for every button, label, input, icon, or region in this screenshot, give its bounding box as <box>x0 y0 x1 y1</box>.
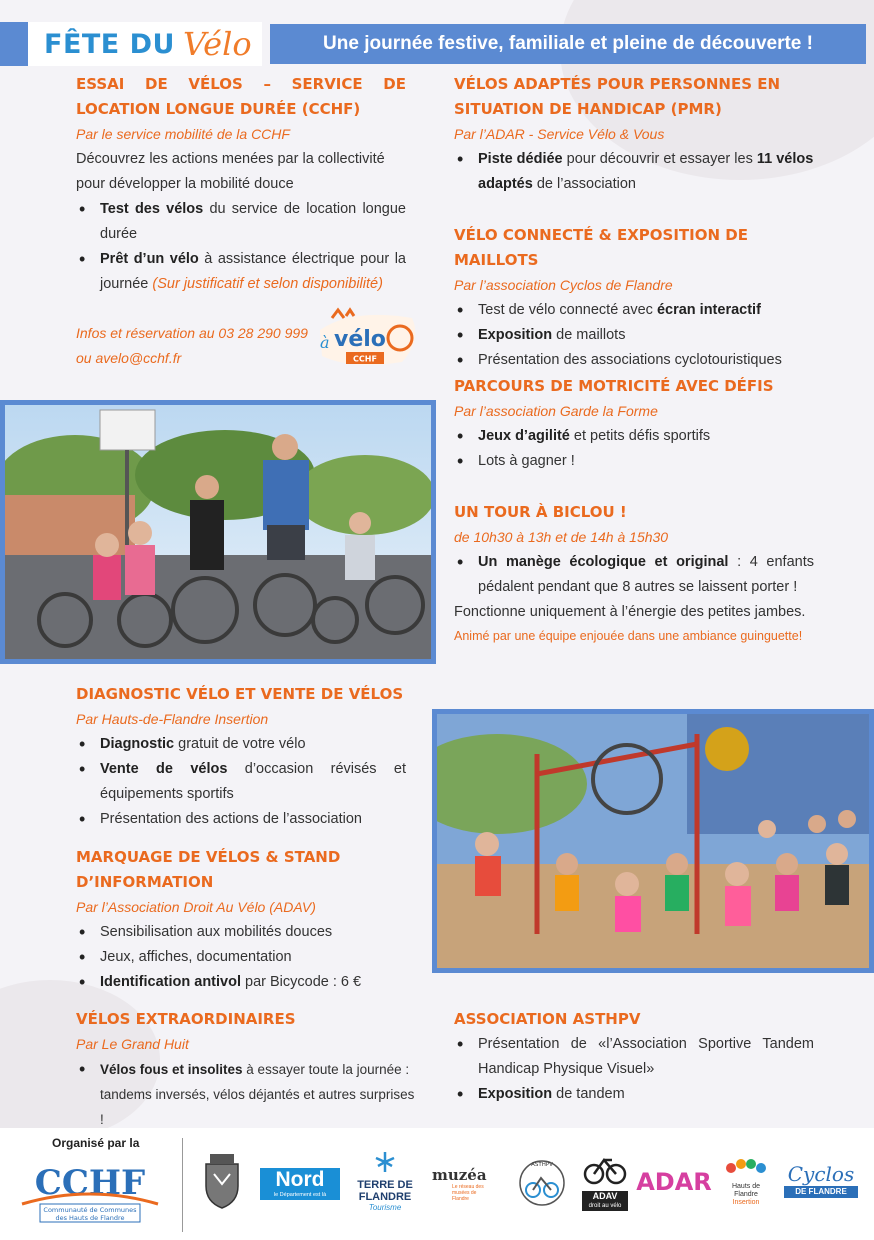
hdf-insertion-logo <box>716 1156 776 1218</box>
section-subtitle: Par l’Association Droit Au Vélo (ADAV) <box>76 899 316 915</box>
section-parcours-motricite <box>454 374 814 474</box>
photo-biclou-carousel <box>432 709 874 973</box>
hdf-logo-line1: Hauts de <box>731 1183 761 1190</box>
list-item: • Vente de vélos d’occasion révisés et équipements sportifs <box>76 757 406 807</box>
a-velo-logo-a: à <box>320 333 330 352</box>
asthpv-logo-graphic <box>515 1156 569 1210</box>
list-item: • Piste dédiée pour découvrir et essayer les 11 vélos adaptés de l’association <box>454 147 814 197</box>
coat-of-arms-logo <box>200 1152 244 1212</box>
section-subtitle: Par l’ADAR - Service Vélo & Vous <box>454 126 665 142</box>
section-marquage <box>76 845 406 995</box>
adav-logo <box>582 1150 628 1218</box>
section-title: UN TOUR À BICLOU ! <box>454 503 627 521</box>
muzea-logo-sub: Le réseau des musées de Flandre <box>452 1184 484 1202</box>
list-item: • Lots à gagner ! <box>454 449 814 474</box>
terre-logo-line2: FLANDRE <box>358 1191 412 1203</box>
section-diagnostic <box>76 682 406 832</box>
cchf-logo-text: CCHF <box>34 1163 146 1203</box>
photo-family-bikes <box>0 400 436 664</box>
a-velo-logo-cchf: CCHF <box>353 354 377 364</box>
footer-divider <box>182 1138 183 1232</box>
coat-of-arms-icon <box>200 1152 244 1212</box>
hdf-logo-line3: Insertion <box>732 1199 760 1206</box>
muzea-logo <box>432 1166 496 1206</box>
section-subtitle: Par Le Grand Huit <box>76 1036 189 1052</box>
list-item: • Prêt d’un vélo à assistance électrique pour la journée (Sur justificatif et selon disponibilité) <box>76 247 406 297</box>
section-title: VÉLO CONNECTÉ & EXPOSITION DE MAILLOTS <box>454 226 748 269</box>
partners-footer <box>0 1128 874 1240</box>
title-velo: Vélo <box>183 25 252 63</box>
cchf-logo-sub2: des Hauts de Flandre <box>55 1214 125 1222</box>
title-fete: FÊTE DU <box>44 28 175 60</box>
list-item: • Présentation des associations cyclotouristiques <box>454 348 814 373</box>
adav-logo-sub: droit au vélo <box>582 1202 628 1211</box>
cyclos-logo-text: Cyclos <box>787 1162 855 1186</box>
nord-logo <box>260 1168 340 1200</box>
list-item: • Test de vélo connecté avec écran interactif <box>454 298 814 323</box>
nord-logo-text: Nord <box>275 1168 325 1191</box>
list-item: • Test des vélos du service de location longue durée <box>76 197 406 247</box>
adav-bike-icon <box>582 1150 628 1186</box>
cchf-logo-sub1: Communauté de Communes <box>43 1206 137 1214</box>
section-velos-extraordinaires <box>76 1007 416 1132</box>
section-title: VÉLOS ADAPTÉS POUR PERSONNES EN SITUATION DE HANDICAP (PMR) <box>454 75 781 118</box>
section-subtitle: de 10h30 à 13h et de 14h à 15h30 <box>454 529 669 545</box>
terre-de-flandre-logo <box>352 1150 418 1220</box>
asthpv-logo-text: ASTHPV <box>531 1162 553 1168</box>
adav-logo-text: ADAV <box>582 1191 628 1202</box>
section-velo-connecte <box>454 223 814 373</box>
cchf-logo-graphic <box>10 1154 170 1232</box>
list-item: • Vélos fous et insolites à essayer toute la journée : tandems inversés, vélos déjantés et autres surprises ! <box>76 1057 416 1132</box>
section-title: ASSOCIATION ASTHPV <box>454 1010 641 1028</box>
tagline-banner: Une journée festive, familiale et pleine de découverte ! <box>270 24 866 64</box>
list-item: • Diagnostic gratuit de votre vélo <box>76 732 406 757</box>
section-velos-adaptes <box>454 72 814 197</box>
info-email: ou avelo@cchf.fr <box>76 350 182 366</box>
list-item: • Jeux, affiches, documentation <box>76 945 406 970</box>
section-asthpv <box>454 1007 814 1107</box>
section-title: VÉLOS EXTRAORDINAIRES <box>76 1010 296 1028</box>
cchf-logo <box>10 1154 170 1232</box>
section-intro: Découvrez les actions menées par la collectivité pour développer la mobilité douce <box>76 151 385 192</box>
hdf-logo-line2: Flandre <box>734 1191 758 1198</box>
a-velo-logo <box>312 300 424 372</box>
list-item: • Exposition de tandem <box>454 1082 814 1107</box>
list-item: • Identification antivol par Bicycode : 6 € <box>76 970 406 995</box>
muzea-logo-text: muzéa <box>432 1166 487 1184</box>
section-title: DIAGNOSTIC VÉLO ET VENTE DE VÉLOS <box>76 685 404 703</box>
adar-logo: ADAR <box>636 1168 712 1196</box>
cyclos-logo-sub: DE FLANDRE <box>784 1186 858 1198</box>
section-note-orange: Animé par une équipe enjouée dans une ambiance guinguette! <box>454 629 803 643</box>
section-subtitle: Par Hauts-de-Flandre Insertion <box>76 711 269 727</box>
title-accent-bar <box>0 22 28 66</box>
organised-by-label: Organisé par la <box>52 1136 140 1150</box>
section-note: Fonctionne uniquement à l’énergie des petites jambes. <box>454 604 806 620</box>
a-velo-logo-graphic <box>312 300 424 372</box>
section-subtitle: Par l’association Cyclos de Flandre <box>454 277 673 293</box>
asthpv-logo <box>515 1156 569 1210</box>
nord-logo-sub: le Département est là <box>273 1192 327 1198</box>
list-item: • Sensibilisation aux mobilités douces <box>76 920 406 945</box>
info-phone: Infos et réservation au 03 28 290 999 <box>76 325 308 341</box>
section-title: PARCOURS DE MOTRICITÉ AVEC DÉFIS <box>454 377 774 395</box>
event-title <box>0 22 262 66</box>
cyclos-de-flandre-logo <box>784 1162 858 1206</box>
photo-family-bikes-image <box>5 405 431 659</box>
list-item: • Exposition de maillots <box>454 323 814 348</box>
terre-logo-line1: TERRE DE <box>357 1179 413 1191</box>
section-tour-biclou <box>454 500 814 647</box>
list-item: • Présentation de «l’Association Sportive Tandem Handicap Physique Visuel» <box>454 1032 814 1082</box>
a-velo-logo-velo: vélo <box>334 327 386 352</box>
terre-logo-line3: Tourisme <box>368 1203 402 1212</box>
section-title: ESSAI DE VÉLOS – SERVICE DE LOCATION LONGUE DURÉE (CCHF) <box>76 75 406 118</box>
section-title: MARQUAGE DE VÉLOS & STAND D’INFORMATION <box>76 848 341 891</box>
section-subtitle: Par le service mobilité de la CCHF <box>76 126 290 142</box>
list-item: • Jeux d’agilité et petits défis sportifs <box>454 424 814 449</box>
hdf-insertion-icon <box>721 1156 771 1178</box>
section-subtitle: Par l’association Garde la Forme <box>454 403 658 419</box>
terre-de-flandre-icon <box>370 1150 400 1174</box>
list-item: • Présentation des actions de l’association <box>76 807 406 832</box>
list-item: • Un manège écologique et original : 4 enfants pédalent pendant que 8 autres se laissent porter ! <box>454 550 814 600</box>
photo-biclou-carousel-image <box>437 714 869 968</box>
